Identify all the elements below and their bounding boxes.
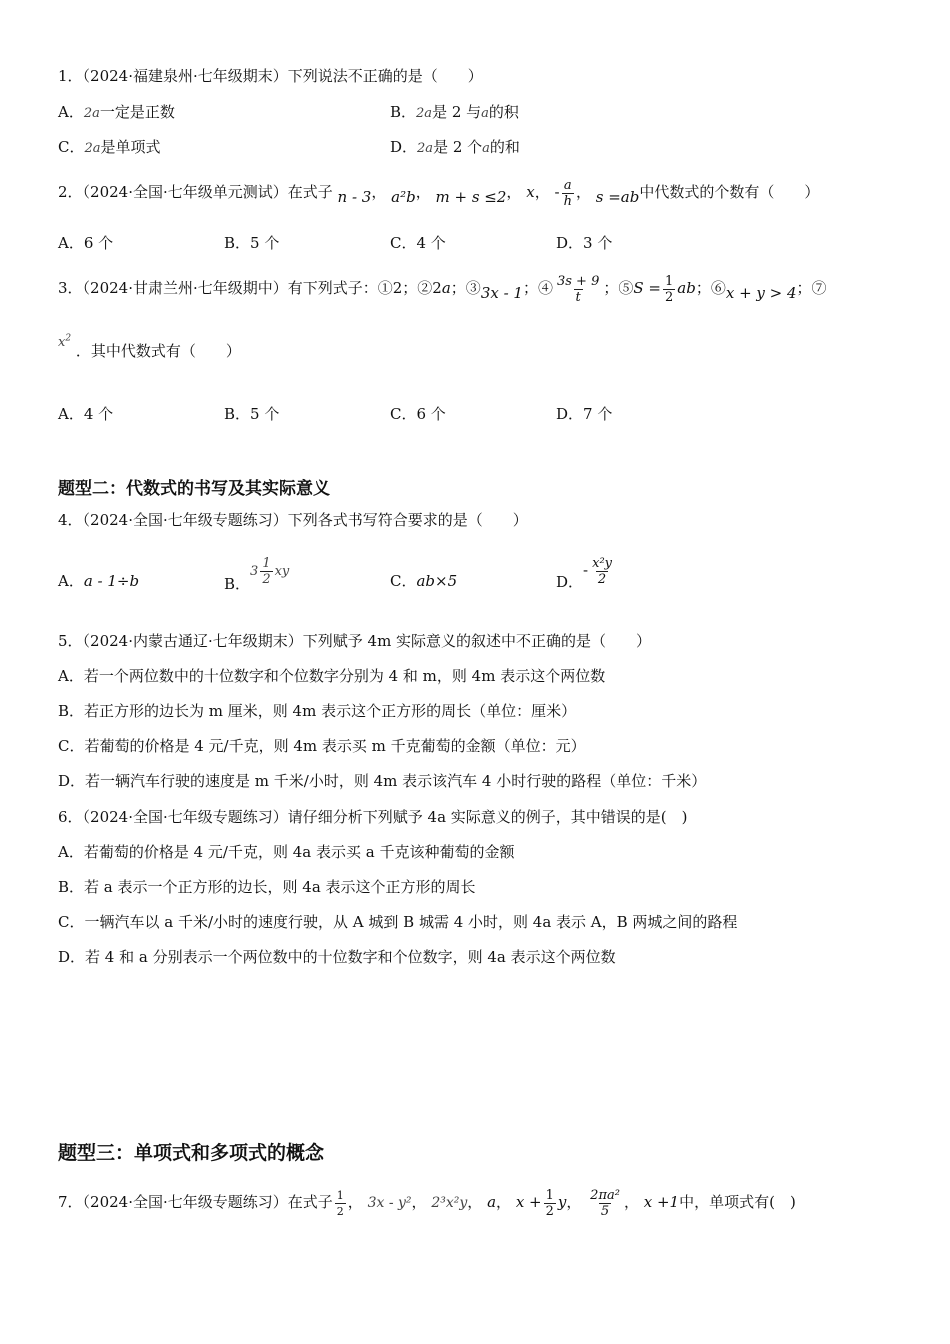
q2-stem-post: 中代数式的个数有（ ） [639,183,820,201]
q3-expr-5-den: 2 [665,289,674,305]
q3-expr-7 [58,335,71,350]
q1-c-text: 是单项式 [100,138,161,156]
q2-sep: ， [415,183,431,201]
q2-stem [58,172,819,212]
q1-a-label: A． [58,103,84,121]
section-3-heading: 题型三：单项式和多项式的概念 [58,1142,325,1164]
q2-sep: ， [534,183,550,201]
q3-expr-3: 3x - 1 [480,284,523,302]
q7-sep: ， [467,1193,483,1211]
q7-expr-7: x +1 [643,1193,680,1211]
q6-option-c[interactable]: C．一辆汽车以 a 千米/小时的速度行驶，从 A 城到 B 城需 4 小时，则 4a 表示 A，B 两城之间的路程 [58,913,738,931]
q3-stem [58,268,827,308]
q7-expr-4: a [487,1193,497,1211]
q2-expr-2: a²b [391,188,416,206]
q2-expr-5-den: h [563,193,572,209]
q7-sep: ， [411,1193,427,1211]
q7-stem [58,1182,796,1223]
q2-expr-3: m + s ≤2 [435,188,507,206]
q3-stem-mid: ；③ [450,279,481,297]
q3-stem-pre: 3．（2024·甘肃兰州·七年级期中）有下列式子：①2；②2 [58,279,442,297]
q4-option-a[interactable] [58,570,139,591]
q1-a-symbol: 2a [83,106,100,121]
q4-c-label: C． [390,572,417,590]
q4-b-whole: 3 [250,564,259,579]
q1-option-a[interactable] [58,101,175,122]
q2-expr-5-num: a [563,177,572,193]
section-2-heading: 题型二：代数式的书写及其实际意义 [58,479,330,499]
q1-c-label: C． [58,138,85,156]
q6-option-b[interactable]: B．若 a 表示一个正方形的边长，则 4a 表示这个正方形的周长 [58,878,476,896]
q7-expr-1-den: 2 [336,1204,344,1218]
q7-sep: ， [496,1193,512,1211]
q4-stem: 4．（2024·全国·七年级专题练习）下列各式书写符合要求的是（ ） [58,511,528,529]
q3-expr-6: x + y > 4 [725,284,797,302]
q4-a-label: A． [58,572,84,590]
q1-stem: 1．（2024·福建泉州·七年级期末）下列说法不正确的是（ ） [58,67,483,85]
q4-b-label: B． [224,575,251,593]
q5-option-b[interactable]: B．若正方形的边长为 m 厘米，则 4m 表示这个正方形的周长（单位：厘米） [58,702,577,720]
q2-stem-pre: 2．（2024·全国·七年级单元测试）在式子 [58,183,333,201]
q7-expr-6-den: 5 [600,1203,610,1219]
q4-d-num: x²y [592,555,612,571]
q3-expr-7-sup: 2 [65,333,72,344]
q5-option-c[interactable]: C．若葡萄的价格是 4 元/千克，则 4m 表示买 m 千克葡萄的金额（单位：元） [58,737,586,755]
q7-expr-3: 2³x²y [431,1195,468,1211]
q2-option-c[interactable]: C．4 个 [390,234,446,252]
q7-sep: ， [347,1193,363,1211]
q7-expr-5-post: y [557,1193,567,1211]
q1-d-symbol: 2a [417,141,434,156]
q3-expr-4-den: t [575,289,581,305]
q3-stem-post: ．其中代数式有（ ） [75,342,241,360]
q6-option-d[interactable]: D．若 4 和 a 分别表示一个两位数中的十位数字和个位数字，则 4a 表示这个两位数 [58,948,616,966]
q7-expr-6 [588,1188,622,1219]
q4-option-c[interactable] [390,570,457,591]
q1-b-symbol: 2a [416,106,433,121]
q1-b-text-1: 是 2 与 [432,103,482,121]
q1-d-label: D． [390,138,418,156]
q3-stem-a: a [441,279,451,297]
q4-option-b[interactable] [224,556,289,598]
q3-expr-5-rhs: ab [677,279,696,297]
q3-option-d[interactable]: D．7 个 [556,405,613,423]
q1-option-b[interactable] [390,101,519,122]
q2-option-d[interactable]: D．3 个 [556,234,613,252]
q4-a-expr: a - 1÷b [83,572,140,590]
q3-semi-6: ；⑥ [695,279,726,297]
q1-d-text-2: 的和 [489,138,520,156]
q2-option-a[interactable]: A．6 个 [58,234,114,252]
q3-expr-7-base: x [58,335,66,350]
q3-expr-5-frac [663,274,675,305]
q5-option-a[interactable]: A．若一个两位数中的十位数字和个位数字分别为 4 和 m，则 4m 表示这个两位数 [58,667,606,685]
q3-expr-4-num: 3s + 9 [556,273,600,289]
q4-b-rest: xy [274,564,290,579]
q6-stem: 6．（2024·全国·七年级专题练习）请仔细分析下列赋予 4a 实际意义的例子，其中错误的是( ) [58,808,688,826]
q3-expr-4 [555,274,601,305]
q1-a-text: 一定是正数 [99,103,175,121]
q1-d-symbol-a: a [482,141,490,156]
q7-expr-5-num: 1 [545,1187,554,1203]
q4-b-frac [260,556,272,587]
q2-sep: ， [371,183,387,201]
q4-d-den: 2 [597,571,607,587]
q1-d-text-1: 是 2 个 [433,138,483,156]
q1-option-d[interactable] [390,136,520,157]
q1-b-symbol-a: a [481,106,489,121]
q3-option-b[interactable]: B．5 个 [224,405,280,423]
q3-expr-5-num: 1 [665,273,674,289]
q2-expr-6: s =ab [595,188,640,206]
q4-d-frac [590,556,614,587]
q7-expr-5-den: 2 [545,1203,554,1219]
q7-sep: ， [566,1193,582,1211]
q7-expr-1 [335,1188,346,1219]
q4-option-d[interactable] [556,550,616,590]
q3-semi-5: ；⑤ [603,279,634,297]
q4-d-sign: - [583,561,589,579]
q4-d-label: D． [556,573,584,591]
q7-stem-pre: 7．（2024·全国·七年级专题练习）在式子 [58,1193,333,1211]
q3-semi-4: ；④ [522,279,553,297]
q1-b-text-2: 的积 [488,103,519,121]
q2-sep: ， [506,183,522,201]
q7-sep: ， [623,1193,639,1211]
q7-stem-post: 中，单项式有( ) [679,1193,796,1211]
q7-expr-1-num: 1 [336,1188,344,1202]
q4-b-den: 2 [262,572,271,587]
q2-option-b[interactable]: B．5 个 [224,234,280,252]
q3-semi-7: ；⑦ [796,279,827,297]
q7-expr-5-pre: x + [515,1193,542,1211]
q3-stem-line2 [58,333,241,361]
q7-expr-2: 3x - y² [367,1195,412,1211]
q7-expr-6-num: 2πa² [590,1187,620,1203]
q2-expr-1: n - 3 [337,188,372,206]
q1-option-c[interactable] [58,136,161,157]
q7-expr-5-frac [544,1188,556,1219]
q5-option-d[interactable]: D．若一辆汽车行驶的速度是 m 千米/小时，则 4m 表示该汽车 4 小时行驶的路程（单位：千米） [58,772,707,790]
q4-b-expr [250,556,290,587]
q2-sep: ， [575,183,591,201]
q2-expr-4: x [526,183,535,201]
q1-c-symbol: 2a [84,141,101,156]
q1-b-label: B． [390,103,417,121]
q2-expr-5-sign: - [554,183,560,201]
q4-b-num: 1 [262,556,271,571]
q6-option-a[interactable]: A．若葡萄的价格是 4 元/千克，则 4a 表示买 a 千克该种葡萄的金额 [58,843,515,861]
q4-c-expr: ab×5 [416,572,458,590]
q3-option-c[interactable]: C．6 个 [390,405,446,423]
q5-stem: 5．（2024·内蒙古通辽·七年级期末）下列赋予 4m 实际意义的叙述中不正确的是（ ） [58,632,652,650]
q2-expr-5 [562,178,574,209]
q3-expr-5-lhs: S = [633,279,661,297]
q3-option-a[interactable]: A．4 个 [58,405,114,423]
